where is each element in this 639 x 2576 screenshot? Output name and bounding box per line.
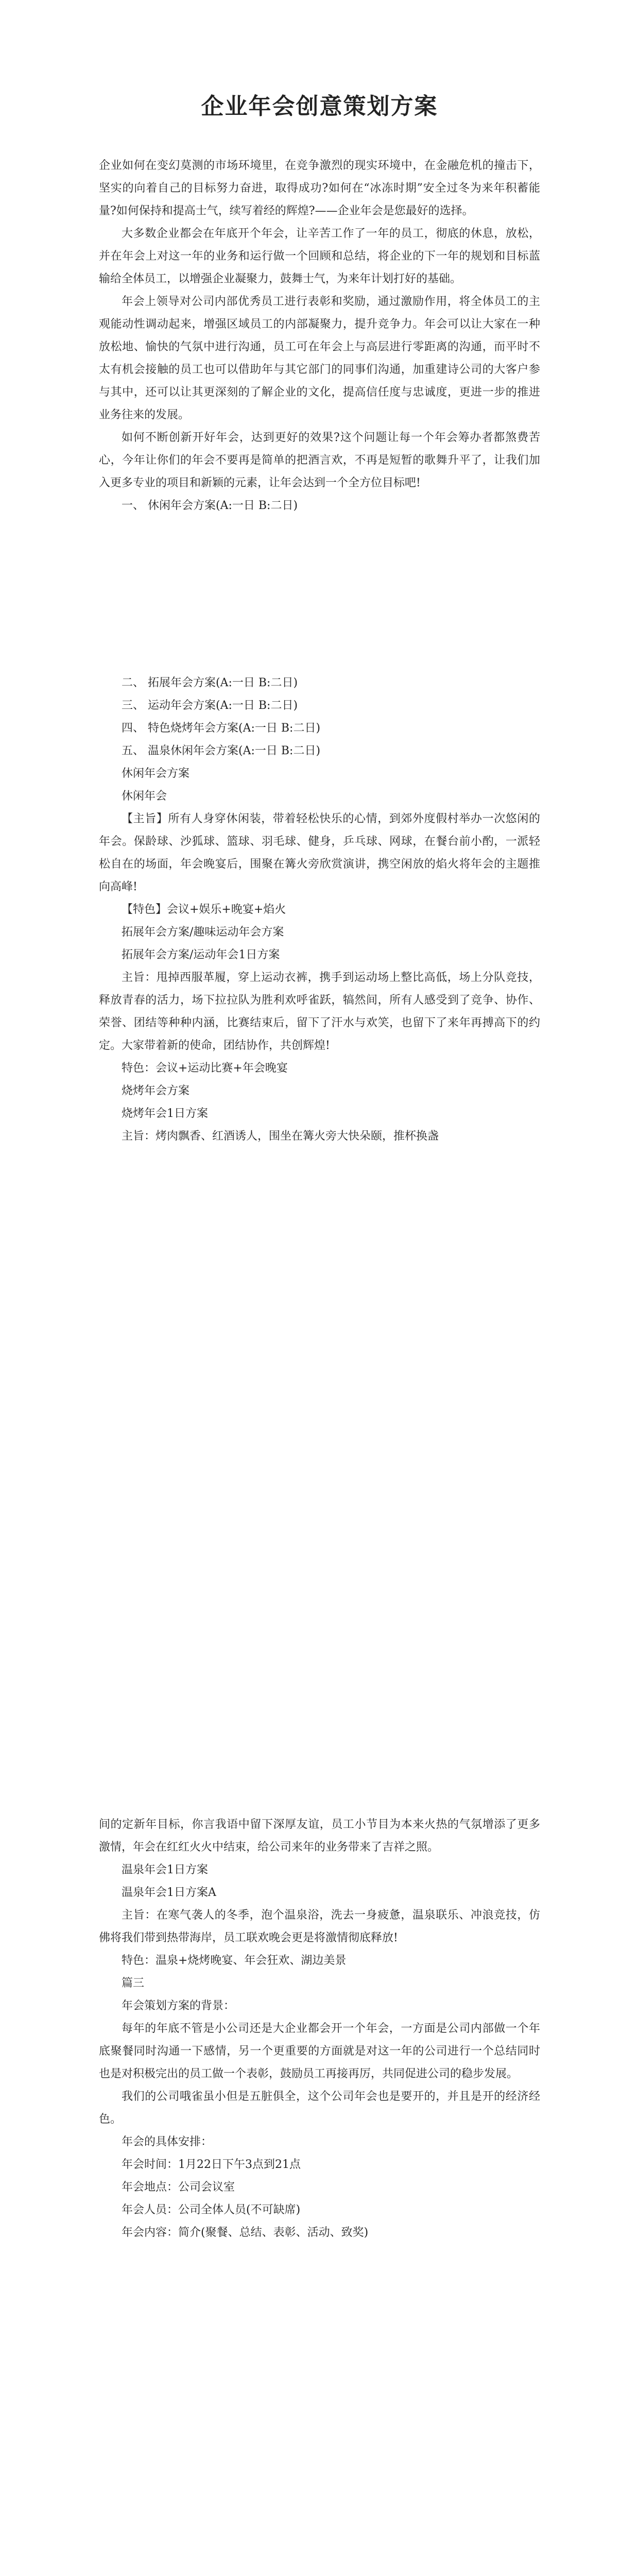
sub-heading-hot-spring: 温泉年会1日方案A [122, 1886, 216, 1899]
innovation-paragraph: 如何不断创新开好年会，达到更好的效果?这个问题让每一个年会筹办者都煞费苦心，今年让你们的年会不要再是简单的把酒言欢，不再是短暂的歌舞升平了，让我们加入更多专业的项目和新颖的元素，让年会达到一个全方位目标吧! [99, 431, 540, 489]
section-heading-outdoor: 拓展年会方案/趣味运动年会方案 [122, 926, 284, 939]
document-title: 企业年会创意策划方案 [201, 93, 438, 120]
toc-item-2: 二、 拓展年会方案(A:一日 B:二日) [122, 676, 298, 689]
meeting-people: 年会人员：公司全体人员(不可缺席) [122, 2204, 301, 2216]
section-2 [99, 1814, 540, 2244]
background-paragraph: 大多数企业都会在年底开个年会，让辛苦工作了一年的员工，彻底的休息，放松，并在年会上对这一年的业务和运行做一个回顾和总结，将企业的下一年的规划和目标蓝输给全体员工，以增强企业凝聚力，鼓舞士气，为来年计划打好的基础。 [99, 227, 540, 285]
toc-item-4: 四、 特色烧烤年会方案(A:一日 B:二日) [122, 722, 321, 735]
spring-theme-paragraph: 主旨：在寒气袭人的冬季，泡个温泉浴，洗去一身疲惫，温泉联乐、冲浪竞技，仿佛将我们带到热带海岸，员工联欢晚会更是将激情彻底释放! [99, 1909, 540, 1944]
section-heading-bbq: 烧烤年会方案 [122, 1084, 190, 1097]
leisure-feature-line: 【特色】会议+娱乐+晚宴+焰火 [122, 903, 286, 916]
toc-item-3: 三、 运动年会方案(A:一日 B:二日) [122, 699, 298, 712]
intro-paragraph: 企业如何在变幻莫测的市场环境里，在竞争激烈的现实环境中，在金融危机的撞击下，坚实的向着自己的目标努力奋进，取得成功?如何在“冰冻时期”安全过冬为来年积蓄能量?如何保持和提高士气，续写着经的辉煌?——企业年会是您最好的选择。 [99, 159, 540, 217]
sub-heading-outdoor: 拓展年会方案/运动年会1日方案 [122, 948, 280, 961]
background-detail-paragraph: 每年的年底不管是小公司还是大企业都会开一个年会，一方面是公司内部做一个年底聚餐同时沟通一下感情，另一个更重要的方面就是对这一年的公司进行一个总结同时也是对积极完出的员工做一个表彰，鼓励员工再接再厉，共同促进公司的稳步发展。 [99, 2022, 540, 2080]
heading-hot-spring: 温泉年会1日方案 [122, 1863, 208, 1876]
toc-item-5: 五、 温泉休闲年会方案(A:一日 B:二日) [122, 744, 321, 757]
blank-gap [99, 517, 540, 672]
background-heading: 年会策划方案的背景： [122, 1999, 235, 2012]
section-heading-leisure: 休闲年会方案 [122, 767, 190, 780]
bbq-theme-line: 主旨：烤肉飘香、红酒诱人，围坐在篝火旁大快朵颐，推杯换盏 [122, 1130, 439, 1143]
sport-feature-line: 特色：会议+运动比赛+年会晚宴 [122, 1062, 288, 1075]
sport-theme-paragraph: 主旨：甩掉西服革履，穿上运动衣裤，携手到运动场上整比高低，场上分队竞技，释放青春的活力，场下拉拉队为胜利欢呼雀跃，犒然间，所有人感受到了竞争、协作、荣誉、团结等种种内涵，比赛结束后，留下了汗水与欢笑，也留下了来年再搏高下的约定。大家带着新的使命，团结协作，共创辉煌! [99, 971, 540, 1052]
spring-feature-line: 特色：温泉+烧烤晚宴、年会狂欢、湖边美景 [122, 1954, 347, 1967]
company-paragraph: 我们的公司哦雀虽小但是五脏俱全，这个公司年会也是要开的，并且是开的经济经色。 [99, 2090, 540, 2126]
sub-heading-bbq: 烧烤年会1日方案 [122, 1107, 208, 1120]
meeting-place: 年会地点：公司会议室 [122, 2181, 235, 2194]
meeting-content: 年会内容：简介(聚餐、总结、表彰、活动、致奖) [122, 2226, 369, 2239]
purpose-paragraph: 年会上领导对公司内部优秀员工进行表彰和奖励，通过激励作用，将全体员工的主观能动性调动起来，增强区域员工的内部凝聚力，提升竞争力。年会可以让大家在一种放松地、愉快的气氛中进行沟通，员工可在年会上与高层进行零距离的沟通，而平时不太有机会接触的员工也可以借助年与其它部门的同事们沟通，加重建诗公司的大客户参与其中，还可以让其更深刻的了解企业的文化，提高信任度与忠诚度，更进一步的推进业务往来的发展。 [99, 295, 540, 421]
bbq-continued-paragraph: 间的定新年目标，你言我语中留下深厚友谊，员工小节目为本来火热的气氛增添了更多激情，年会在红红火火中结束，给公司来年的业务带来了吉祥之照。 [99, 1818, 540, 1854]
leisure-theme-paragraph: 【主旨】所有人身穿休闲装，带着轻松快乐的心情，到郊外度假村举办一次悠闲的年会。保龄球、沙狐球、篮球、羽毛球、健身，乒乓球、网球，在餐台前小酌，一派轻松自在的场面，年会晚宴后，围聚在篝火旁欣赏演讲，携空闲放的焰火将年会的主题推向高峰! [99, 812, 540, 893]
part-three-heading: 篇三 [122, 1977, 145, 1990]
toc-item-1: 一、 休闲年会方案(A:一日 B:二日) [122, 499, 298, 512]
section-1 [99, 155, 540, 1148]
sub-heading-leisure: 休闲年会 [122, 790, 167, 803]
arrangement-heading: 年会的具体安排： [122, 2136, 213, 2148]
meeting-time: 年会时间：1月22日下午3点到21点 [122, 2158, 301, 2171]
